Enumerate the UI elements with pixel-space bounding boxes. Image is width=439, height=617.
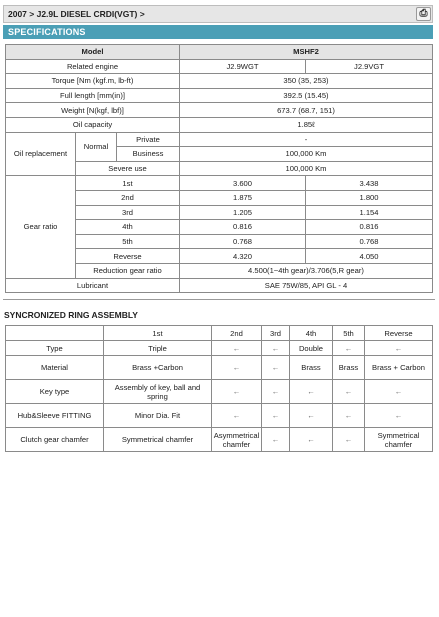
- table-cell: Symmetrical chamfer: [104, 428, 212, 452]
- oil-normal-label: Normal: [76, 132, 117, 161]
- lubricant-value: SAE 75W/85, API GL - 4: [180, 278, 433, 293]
- length-label: Full length [mm(in)]: [6, 88, 180, 103]
- section-title-specifications: SPECIFICATIONS: [3, 25, 433, 39]
- table-cell: ←: [333, 428, 365, 452]
- gear-ratio-value-2: 4.050: [306, 249, 433, 264]
- related-engine-label: Related engine: [6, 59, 180, 74]
- related-engine-value-1: J2.9WGT: [180, 59, 306, 74]
- table-row: [6, 341, 433, 356]
- gear-ratio-value-1: 4.320: [180, 249, 306, 264]
- oil-private-value: -: [180, 132, 433, 147]
- table-cell: ←: [333, 380, 365, 404]
- row-label: Clutch gear chamfer: [6, 428, 104, 452]
- column-header: 5th: [333, 326, 365, 341]
- section-title-sync-ring: SYNCRONIZED RING ASSEMBLY: [4, 310, 138, 320]
- table-cell: Triple: [104, 341, 212, 356]
- table-cell: ←: [212, 380, 262, 404]
- table-cell: ←: [262, 380, 290, 404]
- table-cell: ←: [290, 428, 333, 452]
- table-cell: Asymmetrical chamfer: [212, 428, 262, 452]
- table-cell: ←: [365, 380, 433, 404]
- oil-business-value: 100,000 Km: [180, 147, 433, 162]
- table-row: [6, 74, 433, 89]
- table-cell: Brass: [290, 356, 333, 380]
- table-row: [6, 404, 433, 428]
- table-cell: ←: [365, 404, 433, 428]
- table-cell: ←: [212, 356, 262, 380]
- table-cell: Minor Dia. Fit: [104, 404, 212, 428]
- table-cell: Brass +Carbon: [104, 356, 212, 380]
- table-cell: Assembly of key, ball and spring: [104, 380, 212, 404]
- table-row: [6, 428, 433, 452]
- table-cell: Brass: [333, 356, 365, 380]
- table-header-row: [6, 326, 433, 341]
- breadcrumb: [3, 5, 433, 23]
- gear-ratio-value-1: 3.600: [180, 176, 306, 191]
- oil-replacement-label: Oil replacement: [6, 132, 76, 176]
- row-label: Material: [6, 356, 104, 380]
- table-cell: ←: [365, 341, 433, 356]
- table-cell: ←: [290, 404, 333, 428]
- gear-ratio-value-2: 1.800: [306, 190, 433, 205]
- table-cell: ←: [290, 380, 333, 404]
- oil-severe-value: 100,000 Km: [180, 161, 433, 176]
- table-row: [6, 88, 433, 103]
- table-row: [6, 103, 433, 118]
- column-header: 1st: [104, 326, 212, 341]
- table-row: [6, 45, 433, 60]
- table-row: [6, 117, 433, 132]
- table-row: [6, 59, 433, 74]
- table-cell: ←: [212, 404, 262, 428]
- gear-ratio-value-1: 1.875: [180, 190, 306, 205]
- oil-private-label: Private: [117, 132, 180, 147]
- gear-name: 4th: [76, 220, 180, 235]
- lubricant-label: Lubricant: [6, 278, 180, 293]
- sync-ring-table: [5, 325, 433, 452]
- gear-ratio-value-2: 0.816: [306, 220, 433, 235]
- model-label: Model: [6, 45, 180, 60]
- gear-name: 3rd: [76, 205, 180, 220]
- column-header: 3rd: [262, 326, 290, 341]
- gear-ratio-value-1: 1.205: [180, 205, 306, 220]
- table-row: [6, 278, 433, 293]
- gear-name: 5th: [76, 234, 180, 249]
- gear-ratio-value-1: 0.768: [180, 234, 306, 249]
- weight-value: 673.7 (68.7, 151): [180, 103, 433, 118]
- oil-severe-label: Severe use: [76, 161, 180, 176]
- oil-capacity-value: 1.85ℓ: [180, 117, 433, 132]
- oil-business-label: Business: [117, 147, 180, 162]
- gear-name: 1st: [76, 176, 180, 191]
- reduction-gear-value: 4.500(1~4th gear)/3.706(5,R gear): [180, 263, 433, 278]
- table-cell: ←: [262, 404, 290, 428]
- table-cell: Symmetrical chamfer: [365, 428, 433, 452]
- gear-ratio-label: Gear ratio: [6, 176, 76, 278]
- table-cell: Double: [290, 341, 333, 356]
- breadcrumb-text: 2007 > J2.9L DIESEL CRDI(VGT) >: [8, 9, 145, 19]
- gear-name: 2nd: [76, 190, 180, 205]
- gear-ratio-value-2: 3.438: [306, 176, 433, 191]
- table-row: [6, 176, 433, 191]
- table-row: [6, 380, 433, 404]
- model-value: MSHF2: [180, 45, 433, 60]
- row-label: Type: [6, 341, 104, 356]
- table-cell: ←: [333, 341, 365, 356]
- torque-value: 350 (35, 253): [180, 74, 433, 89]
- related-engine-value-2: J2.9VGT: [306, 59, 433, 74]
- torque-label: Torque [Nm (kgf.m, lb-ft): [6, 74, 180, 89]
- table-cell: ←: [333, 404, 365, 428]
- table-cell: Brass + Carbon: [365, 356, 433, 380]
- oil-capacity-label: Oil capacity: [6, 117, 180, 132]
- row-label: Hub&Sleeve FITTING: [6, 404, 104, 428]
- column-header: Reverse: [365, 326, 433, 341]
- reduction-gear-label: Reduction gear ratio: [76, 263, 180, 278]
- column-header: [6, 326, 104, 341]
- table-cell: ←: [262, 341, 290, 356]
- divider: [3, 299, 435, 300]
- table-cell: ←: [262, 356, 290, 380]
- column-header: 2nd: [212, 326, 262, 341]
- weight-label: Weight [N(kgf, lbf)]: [6, 103, 180, 118]
- printer-icon[interactable]: ⎙: [416, 7, 431, 21]
- length-value: 392.5 (15.45): [180, 88, 433, 103]
- gear-ratio-value-2: 1.154: [306, 205, 433, 220]
- gear-ratio-value-2: 0.768: [306, 234, 433, 249]
- table-row: [6, 132, 433, 147]
- gear-name: Reverse: [76, 249, 180, 264]
- specifications-table: [5, 44, 433, 293]
- table-cell: ←: [262, 428, 290, 452]
- table-cell: ←: [212, 341, 262, 356]
- table-row: [6, 356, 433, 380]
- column-header: 4th: [290, 326, 333, 341]
- row-label: Key type: [6, 380, 104, 404]
- gear-ratio-value-1: 0.816: [180, 220, 306, 235]
